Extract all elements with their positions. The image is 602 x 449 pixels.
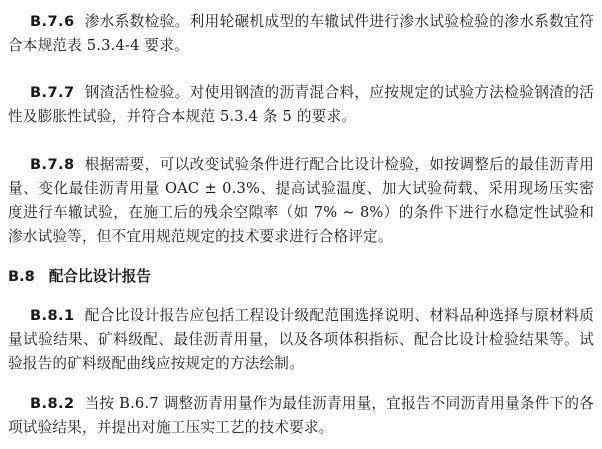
clause-b-7-7 (8, 81, 594, 129)
clause-text: 当按 B.6.7 调整沥青用量作为最佳沥青用量，宜报告不同沥青用量条件下的各项试验结果，并提出对施工压实工艺的技术要求。 (8, 395, 594, 436)
clause-text: 钢渣活性检验。对使用钢渣的沥青混合料，应按规定的试验方法检验钢渣的活性及膨胀性试验，并符合本规范 5.3.4 条 5 的要求。 (8, 84, 594, 125)
spacer (8, 249, 594, 265)
clause-b-7-6 (8, 10, 594, 58)
spacer (8, 289, 594, 304)
clause-b-8-2 (8, 392, 594, 440)
clause-b-8-1 (8, 304, 594, 376)
clause-number: B.8.1 (30, 307, 75, 324)
clause-text: 配合比设计报告应包括工程设计级配范围选择说明、材料品种选择与原材料质量试验结果、矿料级配、最佳沥青用量，以及各项体积指标、配合比设计检验结果等。试验报告的矿料级配曲线应按规定的方法绘制。 (8, 307, 594, 372)
section-title: 配合比设计报告 (48, 268, 151, 285)
clause-text: 渗水系数检验。利用轮碾机成型的车辙试件进行渗水试验检验的渗水系数宜符合本规范表 5.3.4-4 要求。 (8, 13, 594, 54)
clause-number: B.8.2 (30, 395, 75, 412)
spacer (8, 129, 594, 153)
clause-number: B.7.7 (30, 84, 75, 101)
section-heading (8, 265, 594, 289)
clause-b-7-8 (8, 153, 594, 249)
spacer (8, 58, 594, 81)
clause-text: 根据需要，可以改变试验条件进行配合比设计检验，如按调整后的最佳沥青用量、变化最佳沥青用量 OAC ± 0.3%、提高试验温度、加大试验荷载、采用现场压实密度进行车辙试验，在施工后的残余空隙率（如 7% ~ 8%）的条件下进行水稳定性试验和渗水试验等，但不宜用规范规定的技术要求进行合格评定。 (8, 156, 594, 245)
section-number: B.8 (8, 268, 35, 285)
spacer (8, 376, 594, 392)
clause-number: B.7.8 (30, 156, 75, 173)
clause-number: B.7.6 (30, 13, 75, 30)
